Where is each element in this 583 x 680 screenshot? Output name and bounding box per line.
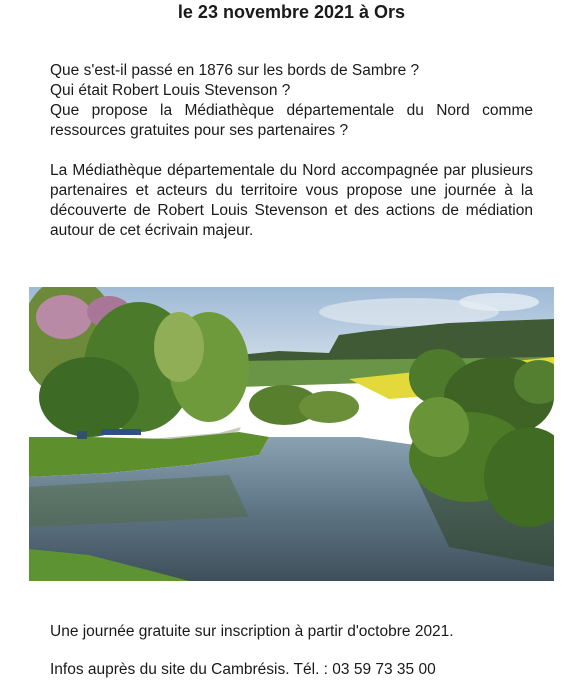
question-1: Que s'est-il passé en 1876 sur les bords de Sambre ? [50, 62, 420, 79]
intro-paragraph: La Médiathèque départementale du Nord accompagnée par plusieurs partenaires et acteurs du territoire vous propose une journée à la découverte de Robert Louis Stevenson et des actions de médiation autour de cet écrivain majeur. [50, 162, 533, 239]
questions-block [50, 61, 533, 141]
registration-note: Une journée gratuite sur inscription à partir d'octobre 2021. [50, 623, 454, 640]
river-landscape-photo [29, 287, 554, 581]
question-3: Que propose la Médiathèque départementale du Nord comme ressources gratuites pour ses partenaires ? [50, 102, 533, 139]
question-2: Qui était Robert Louis Stevenson ? [50, 82, 291, 99]
contact-info: Infos auprès du site du Cambrésis. Tél. : 03 59 73 35 00 [50, 661, 436, 678]
event-date-title: le 23 novembre 2021 à Ors [177, 2, 406, 22]
